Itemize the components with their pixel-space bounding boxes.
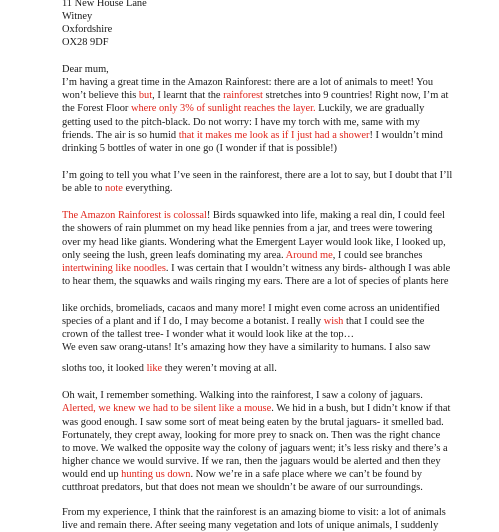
letter-line: would end up hunting us down. Now we’re in a safe place where we can’t be found by bbox=[62, 469, 422, 480]
letter-line: to hear them, the squawks and wails ringing my ears. There are a lot of species of plants here bbox=[62, 276, 449, 287]
letter-line: crown of the tallest tree- I wonder what it would look like at the top… bbox=[62, 329, 355, 340]
highlighted-phrase: like bbox=[146, 363, 163, 374]
letter-line: Oh wait, I remember something. Walking into the rainforest, I saw a colony of jaguars. bbox=[62, 390, 423, 401]
letter-line: sloths too, it looked like they weren’t moving at all. bbox=[62, 363, 277, 374]
letter-line: friends. The air is so humid that it makes me look as if I just had a shower! I wouldn’t mind bbox=[62, 130, 443, 141]
highlighted-phrase: note bbox=[105, 183, 123, 194]
highlighted-phrase: that it makes me look as if I just had a shower bbox=[178, 130, 370, 141]
letter-line: the Forest Floor where only 3% of sunlight reaches the layer. Luckily, we are gradually bbox=[62, 103, 425, 114]
highlighted-phrase: where only 3% of sunlight reaches the layer. bbox=[130, 103, 316, 114]
letter-line: to move. We walked the opposite way the colony of jaguars went; it’s less risky and there’s a bbox=[62, 443, 448, 454]
highlighted-phrase: Around me bbox=[285, 250, 333, 261]
letter-line: Fortunately, they crept away, looking for more prey to snack on. Then was the right chance bbox=[62, 430, 441, 441]
letter-line: be able to note everything. bbox=[62, 183, 173, 194]
letter-line: higher chance we would survive. If we ran, then the jaguars would be alerted and then they bbox=[62, 456, 441, 467]
letter-line: intertwining like noodles. I was certain that I wouldn’t witness any birds- although I was able bbox=[62, 263, 451, 274]
letter-line: the showers of rain plummet on my head like pennies from a jar, and trees were towering bbox=[62, 223, 433, 234]
letter-line: only seeing the lush, green leafs dominating my area. Around me, I could see branches bbox=[62, 250, 423, 261]
address-line-postcode: OX28 9DF bbox=[62, 37, 109, 48]
letter-line: over my head like giants. Wondering what the Emergent Layer would look like, I looked up, bbox=[62, 237, 446, 248]
letter-line: getting used to the pitch-black. Do not worry: I have my torch with me, same with my bbox=[62, 117, 420, 128]
highlighted-phrase: Alerted, we knew we had to be silent like a mouse bbox=[62, 403, 272, 414]
letter-line: cutthroat predators, but that does not mean we shouldn’t be aware of our surroundings. bbox=[62, 482, 423, 493]
letter-line: live and remain there. After seeing many vegetation and lots of unique animals, I suddenly bbox=[62, 520, 439, 531]
highlighted-phrase: rainforest bbox=[223, 90, 263, 101]
address-line-county: Oxfordshire bbox=[62, 24, 113, 35]
letter-line: We even saw orang-utans! It’s amazing how they have a similarity to humans. I also saw bbox=[62, 342, 431, 353]
letter-line: The Amazon Rainforest is colossal! Birds squawked into life, making a real din, I could feel bbox=[62, 210, 445, 221]
letter-line: like orchids, bromeliads, cacaos and many more! I might even come across an unidentified bbox=[62, 303, 440, 314]
letter-line: I’m going to tell you what I’ve seen in the rainforest, there are a lot to say, but I doubt that I’ll bbox=[62, 170, 453, 181]
highlighted-phrase: but bbox=[138, 90, 153, 101]
letter-line: drinking 5 bottles of water in one go (I wonder if that is possible!) bbox=[62, 143, 338, 154]
letter-line: species of a plant and if I do, I may become a botanist. I really wish that I could see the bbox=[62, 316, 425, 327]
address-line-town: Witney bbox=[62, 11, 93, 22]
highlighted-phrase: wish bbox=[323, 316, 344, 327]
highlighted-phrase: The Amazon Rainforest is colossal bbox=[62, 210, 207, 221]
highlighted-phrase: hunting us down bbox=[121, 469, 191, 480]
greeting: Dear mum, bbox=[62, 64, 109, 75]
letter-line: I’m having a great time in the Amazon Rainforest: there are a lot of animals to meet! You bbox=[62, 77, 434, 88]
highlighted-phrase: intertwining like noodles bbox=[62, 263, 166, 274]
letter-line: Alerted, we knew we had to be silent like a mouse. We hid in a bush, but I didn’t know if that bbox=[62, 403, 451, 414]
letter-line: was good enough. I saw some sort of meat being eaten by the brutal jaguars- it smelled bad. bbox=[62, 417, 444, 428]
address-line-street: 11 New House Lane bbox=[62, 0, 147, 9]
letter-line: From my experience, I think that the rainforest is an amazing biome to visit: a lot of animals bbox=[62, 507, 446, 518]
letter-line: won’t believe this but, I learnt that the rainforest stretches into 9 countries! Right now, I’m at bbox=[62, 90, 449, 101]
